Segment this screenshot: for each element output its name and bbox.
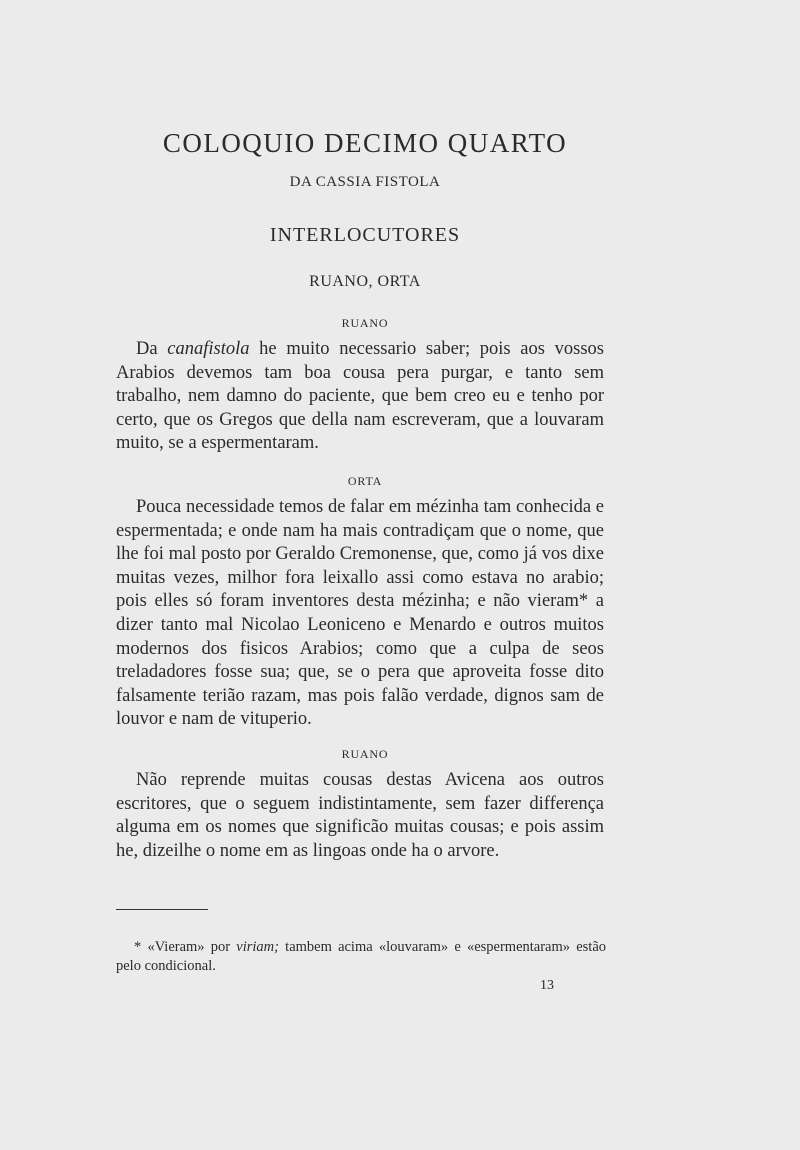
paragraph-ruano-1 xyxy=(116,338,604,456)
paragraph-text: Da xyxy=(136,339,168,359)
paragraph-orta: Pouca necessidade temos de falar em mézinha tam conhecida e espermentada; e onde nam ha mais contradiçam que o nome, que lhe foi mal posto por Geraldo Cremonense, que, como já vos dixe muitas vezes, milhor fora leixallo assi como estava no arabio; pois elles só foram inventores desta mézinha; e não vieram* a dizer tanto mal Nicolao Leoniceno e Menardo e outros muitos modernos dos fisicos Arabios; como que a culpa de seos treladadores fosse sua; que, se o pera que aproveita fosse dito falsamente terião razam, mas pois falão verdade, dignos sam de louvor e nam de vituperio. xyxy=(116,497,604,730)
footnote-divider xyxy=(116,909,208,910)
chapter-subtitle: DA CASSIA FISTOLA xyxy=(289,174,441,190)
paragraph-text: he muito necessario saber; pois aos vossos Arabios devemos tam boa cousa pera purgar, e tanto sem trabalho, nem damno do paciente, que bem creo eu e tenho por certo, que os Gregos que della nam escreveram, que a louvaram muito, se a espermentaram. xyxy=(116,339,604,454)
italic-term: canafistola xyxy=(167,339,250,359)
page-number: 13 xyxy=(540,978,554,993)
footnote-italic: viriam; xyxy=(236,939,279,955)
speaker-label-ruano-2: RUANO xyxy=(341,747,389,761)
speaker-label-ruano-1: RUANO xyxy=(341,316,389,330)
speakers-list: RUANO, ORTA xyxy=(309,273,421,290)
footnote-text: tambem acima «louvaram» e «espermentaram» estão pelo condicional. xyxy=(116,939,607,974)
interlocutores-heading: INTERLOCUTORES xyxy=(269,224,461,246)
footnote-text: * «Vieram» por xyxy=(134,939,237,955)
speaker-label-orta: ORTA xyxy=(347,474,383,488)
chapter-title: COLOQUIO DECIMO QUARTO xyxy=(162,128,568,158)
paragraph-ruano-2: Não reprende muitas cousas destas Avicena aos outros escritores, que o seguem indistintamente, sem fazer differença alguma em os nomes que significão muitas cousas; e pois assim he, dizeilhe o nome em as lingoas onde ha o arvore. xyxy=(116,770,604,861)
footnote xyxy=(116,938,606,976)
